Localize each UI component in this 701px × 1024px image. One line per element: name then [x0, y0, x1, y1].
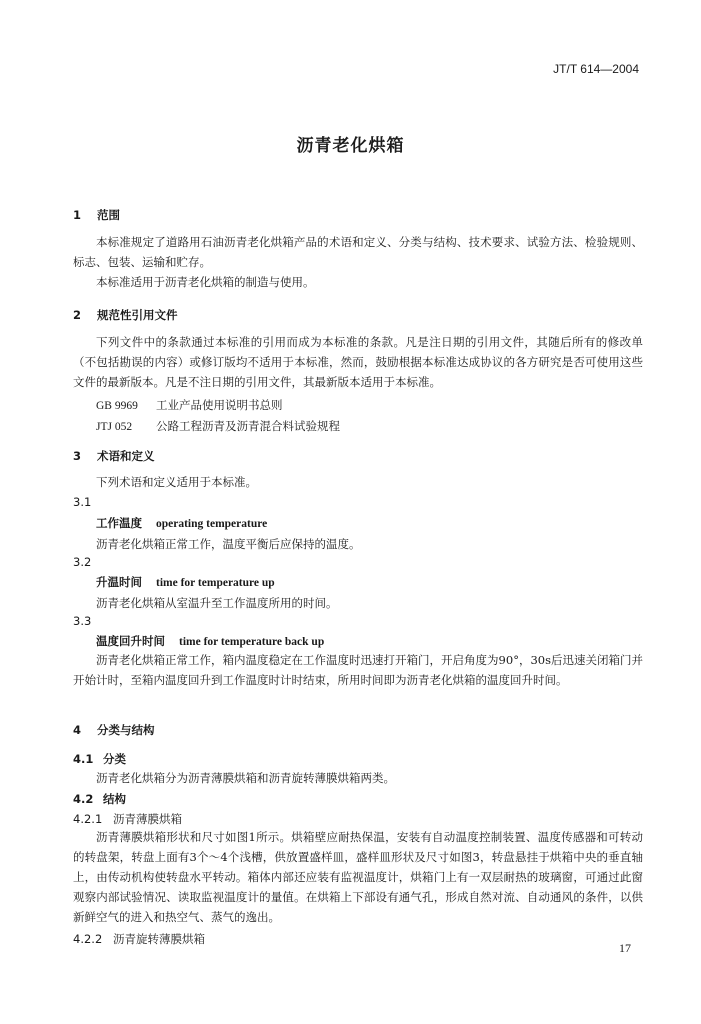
document-title: 沥青老化烘箱	[296, 136, 405, 156]
subsection-title: 结构	[103, 792, 126, 806]
section-2-paragraph-1: 下列文件中的条款通过本标准的引用而成为本标准的条款。凡是注日期的引用文件，其随后所有的修改单（不包括勘误的内容）或修订版均不适用于本标准，然而，鼓励根据本标准达成协议的各方研究是否可使用这些文件的最新版本。凡是不注日期的引用文件，其最新版本适用于本标准。	[73, 335, 643, 389]
subsection-heading-4-2	[73, 791, 126, 807]
section-1-paragraph-1: 本标准规定了道路用石油沥青老化烘箱产品的术语和定义、分类与结构、技术要求、试验方法、检验规则、标志、包装、运输和贮存。	[73, 235, 643, 269]
term-number: 3.2	[73, 555, 92, 569]
subsection-4-2-1-text: 沥青薄膜烘箱形状和尺寸如图1所示。烘箱壁应耐热保温，安装有自动温度控制装置、温度传感器和可转动的转盘架，转盘上面有3个～4个浅槽，供放置盛样皿，盛样皿形状及尺寸如图3，转盘悬挂于烘箱中央的垂直轴上，由传动机构使转盘水平转动。箱体内部还应装有监视温度计，烘箱门上有一双层耐热的玻璃窗，可通过此窗观察内部试验情况、读取监视温度计的量值。在烘箱上下部设有通气孔，形成自然对流、自动通风的条件，以供新鲜空气的进入和热空气、蒸气的逸出。	[73, 830, 643, 924]
reference-code: JTJ 052	[96, 421, 133, 433]
subsection-title: 沥青旋转薄膜烘箱	[113, 932, 205, 946]
section-heading-1	[73, 207, 120, 223]
term-number: 3.1	[73, 495, 92, 509]
section-title: 分类与结构	[97, 723, 155, 737]
section-title: 术语和定义	[97, 449, 155, 463]
subsection-heading-4-2-1	[73, 811, 182, 827]
subsection-number: 4.2.2	[73, 932, 103, 946]
page-number: 17	[619, 941, 631, 955]
subsection-heading-4-2-2	[73, 931, 205, 947]
standard-code: JT/T 614—2004	[553, 62, 639, 76]
subsection-4-1-text: 沥青老化烘箱分为沥青薄膜烘箱和沥青旋转薄膜烘箱两类。	[96, 771, 395, 785]
term-chinese: 工作温度	[96, 516, 142, 530]
subsection-number: 4.2.1	[73, 812, 103, 826]
section-3-intro: 下列术语和定义适用于本标准。	[96, 475, 257, 489]
reference-name: 公路工程沥青及沥青混合料试验规程	[156, 419, 340, 433]
section-number: 2	[73, 308, 82, 322]
term-definition: 沥青老化烘箱从室温升至工作温度所用的时间。	[96, 596, 338, 610]
subsection-title: 沥青薄膜烘箱	[113, 812, 182, 826]
term-english: time for temperature up	[156, 577, 275, 589]
reference-code: GB 9969	[96, 400, 138, 412]
normative-reference	[96, 397, 283, 413]
section-number: 3	[73, 449, 82, 463]
reference-name: 工业产品使用说明书总则	[156, 398, 283, 412]
subsection-number: 4.2	[73, 792, 94, 806]
section-1-paragraph-2: 本标准适用于沥青老化烘箱的制造与使用。	[96, 275, 315, 289]
section-title: 规范性引用文件	[97, 308, 178, 322]
section-heading-2	[73, 307, 178, 323]
term-definition: 沥青老化烘箱正常工作，箱内温度稳定在工作温度时迅速打开箱门，开启角度为90°，30s后迅速关闭箱门并开始计时，至箱内温度回升到工作温度时计时结束，所用时间即为沥青老化烘箱的温度回升时间。	[73, 653, 643, 687]
subsection-heading-4-1	[73, 751, 126, 767]
term-heading	[96, 515, 267, 531]
subsection-title: 分类	[103, 752, 126, 766]
term-definition: 沥青老化烘箱正常工作，温度平衡后应保持的温度。	[96, 537, 361, 551]
term-heading	[96, 574, 275, 590]
section-heading-4	[73, 722, 155, 738]
section-title: 范围	[97, 208, 120, 222]
section-number: 1	[73, 208, 82, 222]
section-number: 4	[73, 723, 82, 737]
term-heading	[96, 633, 324, 649]
term-number: 3.3	[73, 614, 92, 628]
subsection-number: 4.1	[73, 752, 94, 766]
term-english: operating temperature	[156, 518, 268, 530]
section-heading-3	[73, 448, 155, 464]
term-chinese: 温度回升时间	[96, 634, 165, 648]
normative-reference	[96, 418, 340, 434]
term-chinese: 升温时间	[96, 575, 142, 589]
term-english: time for temperature back up	[179, 636, 325, 648]
